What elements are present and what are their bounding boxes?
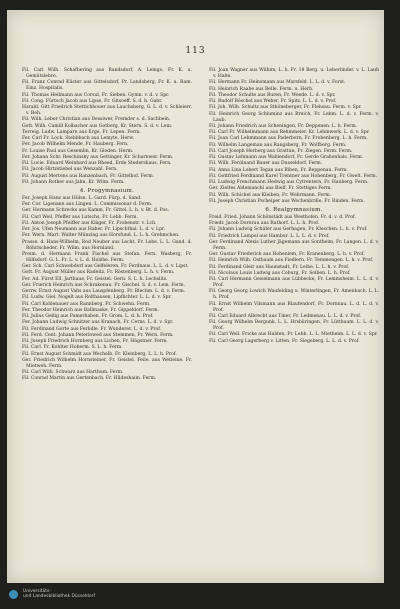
register-entry: Fil. Carl Eduard Albrecht aus Tiner, Fr. Ledmenau. L. L. d. v. Prof. bbox=[209, 313, 362, 319]
register-entry: Fil. Gustav Lehmann aus Wahlendorf, Fr. Gerde Grahenhals. Ferm. bbox=[209, 155, 364, 160]
register-entry: Fer. Joseph Hanz aus Hülsn. L. Gard. Fürp. d. Sand. bbox=[22, 195, 142, 201]
register-entry: Fil. Wilh. Schickel aus Kleiben, Fr. Wehrmann. Ferm. bbox=[209, 192, 332, 198]
register-entry: Fil. Carl Wilh. Schafbering aus Randsdorf, A. Lemgo, Fr. K. u. Gemütslehre. bbox=[22, 68, 192, 79]
register-entry: Ger. Frierich Heinrich aus Schrakenau. Fr. Gischel. S. d. v. Lem. Ferm. bbox=[22, 282, 185, 288]
register-entry: Fil. Joan Carl Lehmmann aus Paderborn, Fr. Frobenberg. L. h. Ferm. bbox=[209, 136, 368, 142]
register-entry: Fil. Joseph Friedrich Hornberg aus Lichen, Fr. Hägstner. Ferm. bbox=[22, 339, 168, 344]
register-entry: Fil. Johann Rother aus Jahn, Kr. Wilm. Ferm. bbox=[22, 179, 125, 185]
register-entry: Fil. Carl Kohlenauer aus Rannberg. Fr. Schwehn. Ferm. bbox=[22, 301, 151, 307]
register-entry: Fil. Ferd. Cent. Johann Peterlowed aus Stemmen, Fr. Wern. Ferm. bbox=[22, 332, 174, 338]
register-entry: Fer. Cor. Ligenann aus Lingen. L. Commissonar d. Ferm. bbox=[22, 202, 153, 207]
register-entry: Fil. Wilh. Ferdinand Bauer aus Dusseldorf, Ferm. bbox=[209, 161, 323, 167]
register-entry: Fil. Wilh. Leber Christian aus Dessiwer, Fremder s. d. Sachbein. bbox=[22, 117, 171, 123]
register-entry: Fer. Jos. Ufen Neumann aus Haber, Fr. Lipschthal. L. d. v. Lpr. bbox=[22, 227, 166, 232]
register-entry: Fil. Cong. Fürtsch Jacob aus Lipse, Fr. Gitsoeff. S. d. h. Gabr. bbox=[22, 98, 163, 104]
register-entry: Fil. Joan Wagner aus Wilhim, L. h. Fr. 18 Berg. u. Leberlinder. v. L. Laub v. Halm. bbox=[209, 68, 379, 79]
register-entry: Fer. Theodor Heinrich aus Ballmaske, Fr. Gippeldorf. Ferm. bbox=[22, 307, 160, 313]
register-entry: Fil. Heinrich Georg Schluminz aus Breich, Fr. Lehm. L. d. v. Ferm. v. Laub. bbox=[209, 111, 379, 123]
register-entry: Harald. Gitt Friedrich Stettichhouer aus Lauchsberg, G. L. d. v. Schleierr. v. Beh. bbox=[22, 105, 192, 116]
register-entry: Freid. Fried. Johann Schönstädt aus Westhofen, Fr. d. v. d. Prof. bbox=[209, 214, 356, 220]
right-column bbox=[209, 68, 379, 345]
register-entry: Fil. Jacob Hirtzstiebel aus Wenzahl. Fern. bbox=[22, 167, 118, 173]
register-entry: Fer. Carl Fr. Lock. Stebbbach aus Lemyte. Herw. bbox=[22, 136, 135, 141]
register-entry: Fil. Julius Geilig aus Pamerhaben, Fr. Grom. L. d. h. Prof. bbox=[22, 314, 154, 319]
register-entry: Fil. Ludw. Giel. Nogelt aus Rolthausen, Lipflichter. L. L. d. v. Spr. bbox=[22, 295, 172, 301]
register-entry: Fil. Joh. Wilh. Schultz aus Sthöneberger, Fr. Flehsau. Ferm. v. Spr. bbox=[209, 105, 362, 111]
register-entry: Ger. Gustav Friederich aus Hohenlem, Fr. Kranenberg. L. h. v. Prof. bbox=[209, 252, 365, 257]
footer-text bbox=[23, 589, 95, 599]
register-entry: Fil. Carl Joseph Herberg aus Grattun, Fr. Ziegen. Ferm. Ferm. bbox=[209, 148, 353, 154]
register-entry: Fil. Conrad Martin aus Gertenbach, Fr. Hildeshaim. Ferm. bbox=[22, 376, 157, 382]
register-entry: Fil. Anton Joseph Pfeiffer aus Kläger, Fr. Frobenstr. v. Lch. bbox=[22, 220, 157, 226]
register-entry: Fil. Carl Hermann Geiselmann aus Lübbecke, Fr. Lemmsheim. L. L. d. v. Prof. bbox=[209, 277, 379, 288]
register-entry: Fil. Ferdinand Gleir aus Haunstadt, Fr. Leibe. L. L. h. v. Prof. bbox=[209, 264, 350, 270]
register-entry: Fer. Johann Ludwig Schnitzer aus Kranach, Fr. Cerns. L. d. v. Spr. bbox=[22, 320, 174, 326]
register-entry: Fil. August Mertens aus Ranzenbach, Fr. Gittelhof. Ferm. bbox=[22, 173, 155, 179]
register-entry: Fil. Ernst August Schmidt aus Wechelb. Fr. Kleinberg. L. L. h. Prof. bbox=[22, 351, 177, 357]
register-entry: Fil. Friedrich Lampel aus Hambur. L. L. L. d. v. Prof. bbox=[209, 233, 330, 239]
register-entry: Fil. Johann Ludwig Schäfer aus Gerhagen, Fr. Kleschen. L. h. v. Prof. bbox=[209, 227, 368, 233]
register-entry: Fil. Carl Fr. Wilhelmmann aus Rehmmeier, Kr. Lehmwerk. L. d. v. Spr. bbox=[209, 130, 370, 135]
register-entry: Fil. Ferdinand Gorte aus Ferlidle, Fr. Wunderer. L. d. v. Prof. bbox=[22, 326, 162, 332]
register-entry: Fil. Joseph Christian Pscheiper aus Wochenbrille, Fr. Rinden. Ferm. bbox=[209, 198, 365, 204]
library-logo-icon bbox=[9, 590, 18, 599]
register-entry: Friedr. Jacob Dornrau aus Rathorf. L. L. h. Prof. bbox=[209, 221, 320, 226]
left-column bbox=[22, 68, 192, 383]
library-footer bbox=[9, 589, 95, 599]
register-entry: Fil. Johann Friedrich aus Scheningen, Fr. Deppenen. L. h. Ferm. bbox=[209, 123, 358, 129]
register-entry: Fil. Carl. Fr. Kohlter Hoberm. S. L. h. Ferm. bbox=[22, 345, 123, 351]
footer-line1: Universitäts- bbox=[23, 589, 51, 594]
register-entry: Ger. Sch. Carl Schwebdorf aus Gelfeleren, Fr. Ferdnaus. L. L. d. v. Lipst. bbox=[22, 264, 189, 269]
register-entry: Fil. Ernst Wilhelm Vilsmann aus Blaufendorf, Fr. Dornnau. L. d. L. d. v. Prof. bbox=[209, 301, 379, 313]
register-entry: Ger. Friedrich Wilhelm Hornsteiner, Fr. Geistel. Feile. aus Wetleine. Fr. Mietweh. Ferm. bbox=[22, 357, 192, 369]
register-entry: Fil. Ludwig Frenchmann Hedwig aus Cytrentern, Fr. Hanberg. Ferm. bbox=[209, 180, 369, 185]
register-entry: Fil. Gottfried Ferdinand Karel Trentner aus Hohenberg, Fr. Gwelt. Ferm. bbox=[209, 173, 378, 179]
register-entry: Gott. Wilh. Camill Kolbacher aus Gotberg, Kr. Stern. S. d. v. Lem. bbox=[22, 123, 173, 129]
register-entry: Fil. Carl Wilh. Schwarz aus Harthum. Ferm. bbox=[22, 370, 124, 375]
register-entry: Fil. Georg Georg Lowich Waufelding u. Winterlingen, Fr. Amenbach. L. L. h. Prof. bbox=[209, 289, 379, 301]
register-entry: Fer. Ad. Fürst Ell. Jarthaue, Fr. Geistel. Gern. S. L. h. Lechslitz. bbox=[22, 276, 168, 282]
document-page bbox=[7, 10, 384, 583]
register-entry: Fil. Lucie. Eduard Weinhard aus Rheed, Erde Stedershaus. Fern. bbox=[22, 161, 172, 166]
register-entry: Fr. Louise Paul aus Gesemlin, Kr. Gloden. Herm. bbox=[22, 148, 134, 154]
register-entry: Fil. Heinrich Wilh. Ostbaum aus Fiedlern, Fr. Temmengen. L. h. v. Prof. bbox=[209, 258, 374, 264]
page-number: 113 bbox=[185, 46, 206, 56]
register-entry: Fil. Theodor Schulte aus Buren, Fr. Weede. L. d. v. Spr. bbox=[209, 92, 336, 98]
register-entry: Fil. Heinrich Raabe aus Belle. Ferm. u. Herb. bbox=[209, 86, 314, 92]
register-entry: Prasse. d. Hans-Wilhelm, Rod Neuber aus Lecht. Fr. Lebe. L. L. Gand. d. Röhrlscheder. Fr. Wilm. aus Hornland. bbox=[22, 239, 192, 251]
register-entry: Fil. Rudolf Böschel aus Weber, Fr. Spitz. L. L. d. v. Prof. bbox=[209, 99, 337, 104]
register-entry: Terreig. Ludw. Lamparn aus Erge, Fr. Lepen. Ferm. bbox=[22, 129, 141, 135]
register-entry: Fil. Wilhelm Langeman aus Rangsberg, Fr. Wolfberg. Ferm. bbox=[209, 142, 347, 148]
section-heading: 4. Progymnasium. bbox=[79, 187, 135, 194]
register-entry: Ger. Ferdinand Alexis Luther Jägemann aus Sontheim, Fr. Langen. L. d. v. Ferm. bbox=[209, 239, 379, 251]
section-heading: 6. Realgymnasium. bbox=[265, 206, 323, 213]
register-entry: Ger. Hermann Schrecks aus Kamm, Fr. Gittel. L. h. v. Bt. d. Pos. bbox=[22, 208, 170, 214]
register-entry: Fil. Nicolaus Louis Ludwig aus Coburg, Fr. Solben. L. h. Prof. bbox=[209, 270, 351, 276]
footer-line2: und Landesbibliothek Düsseldorf bbox=[23, 594, 95, 599]
register-entry: Fil. Thomas Hellmann aus Corsul, Fr. Sieben. Gymn. v. d. v. Spr. bbox=[22, 92, 170, 98]
register-entry: Fil. Franz Conrad Küster aus Gittelsdorf, Pr. Landsberg, Fr. K. u. Ram. Einz. Hospitalis. bbox=[22, 80, 192, 92]
register-entry: Gerrw. Ernst August Vahs aus Lauspfenberg. Fr. Blechm. L. d. v. Ferm. bbox=[22, 289, 186, 294]
register-entry: Fer. Wern. Mart. Walter Münzing aus Horsfund. L. L. h. Grehmchen. bbox=[22, 233, 180, 239]
register-entry: Fer. Jacob Wilhelm Mende, Fr. Hauberg. Fern. bbox=[22, 142, 129, 148]
register-entry: Fil. Carl Weil. Pfeffer aus Lutschs, Fr. Lebb. Ferm. bbox=[22, 214, 138, 220]
register-entry: Preim. d. Hermann Frank Fischel aus Stefan. Fern. Wasberg, Fr. Hilfsdorf. G. L. Fr. L. v. L. d. Holzhe. Ferm. bbox=[22, 251, 192, 263]
register-entry: Fil. Carl Georg Lagerberg v. Litten, Fr. Siegeberg. L. L. d. v. Prof. bbox=[209, 338, 360, 344]
register-entry: Fil. Georg Wilhelm Bergunk, L. L. Hrsbüringen, Fr. Lüttbaum. L. L. d. v. Prof. bbox=[209, 320, 379, 331]
register-entry: Fer. Johann Schr. Reschinsky aus Gettinger, Kr. Scharnwer. Ferm. bbox=[22, 154, 174, 160]
register-entry: Fil. Carl Weil. Fricke aus Halden, Fr. Lebb. L. L. Mietheim. L. L. d. v. Spr. bbox=[209, 332, 378, 338]
register-entry: Fil. Hermann Fr. Heinsmann aus Marsfeld. L. L. d. v. Forst. bbox=[209, 80, 346, 86]
register-entry: Ger. Zieltes Aldemanchi aus Bielf, Fr. Stettiges Ferm. bbox=[209, 186, 332, 192]
register-entry: Fil. Anna Lina Lebert Tegan aus Biben, Fr. Beppenau. Ferm. bbox=[209, 167, 348, 173]
register-entry: Gott. Fr. August Müller aus Radeitz, Fr. Röstenberg. L. h. v. Ferm. bbox=[22, 270, 175, 276]
